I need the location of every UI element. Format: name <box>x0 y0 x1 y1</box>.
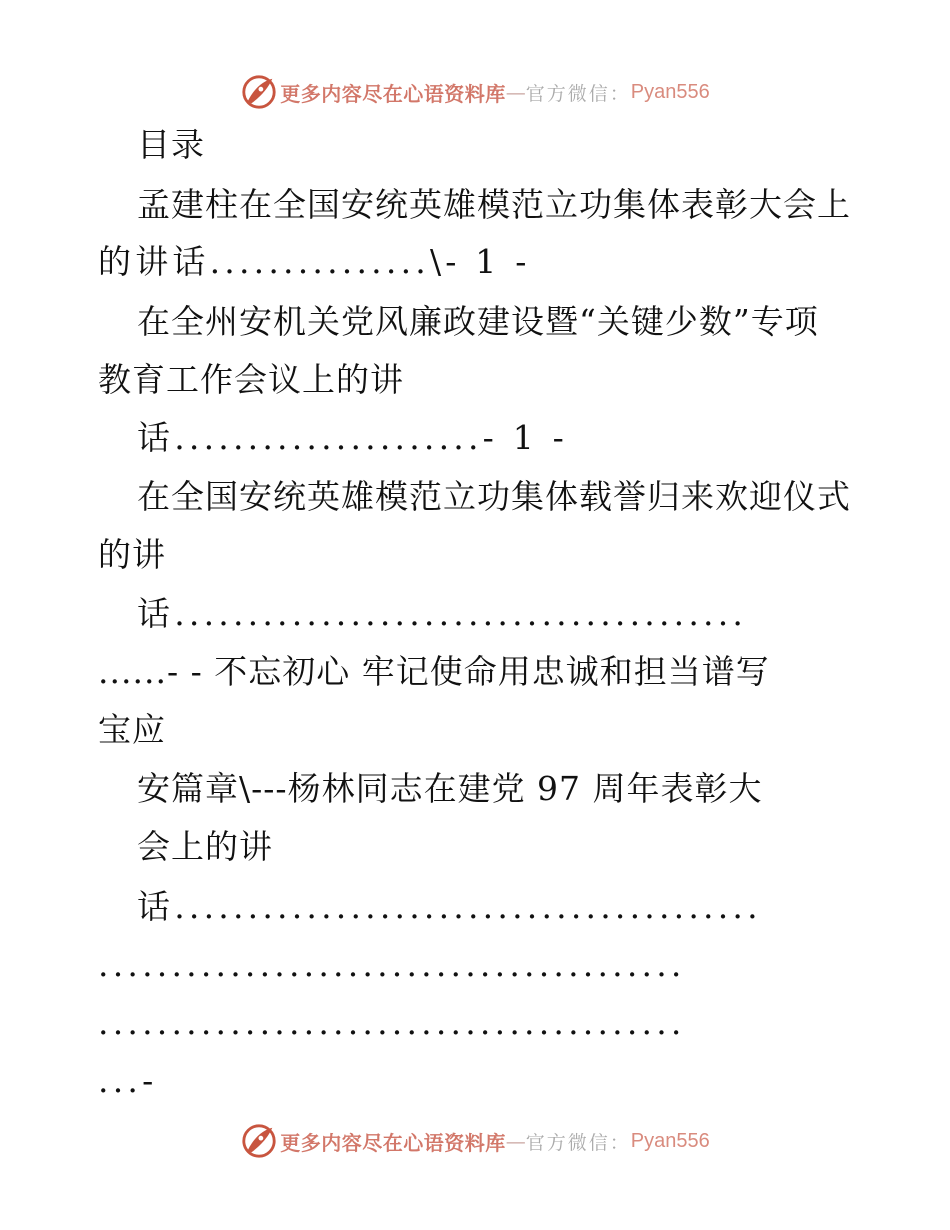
watermark-header <box>0 70 950 114</box>
toc-line: 在全国安统英雄模范立功集体载誉归来欢迎仪式 <box>137 477 851 516</box>
toc-line: ........................................ <box>98 945 686 984</box>
toc-heading: 目录 <box>137 125 205 164</box>
toc-line: 话........................................ <box>137 887 762 926</box>
toc-line: 的讲话...............\- 1 - <box>98 242 531 281</box>
toc-line: ...- <box>98 1061 158 1100</box>
watermark-footer <box>0 1119 950 1163</box>
toc-line: ........................................ <box>98 1003 686 1042</box>
watermark-wechat-id: Pyan556 <box>630 1129 710 1152</box>
toc-line: 话....................................... <box>137 594 748 633</box>
toc-line: 在全州安机关党风廉政建设暨“关键少数”专项 <box>137 302 819 341</box>
pen-nib-logo-icon <box>240 73 278 111</box>
watermark-wechat-id: Pyan556 <box>630 80 710 103</box>
toc-line: 安篇章\---杨林同志在建党 97 周年表彰大 <box>137 769 763 808</box>
watermark-separator: — <box>505 80 526 104</box>
toc-line: 的讲 <box>98 535 166 574</box>
toc-line: 话.....................- 1 - <box>137 418 568 457</box>
watermark-brand: 更多内容尽在心语资料库 <box>280 1130 506 1155</box>
watermark-brand: 更多内容尽在心语资料库 <box>280 81 506 106</box>
watermark-label: 官方微信： <box>525 82 631 105</box>
watermark-label: 官方微信： <box>525 1131 631 1154</box>
toc-line: ......- - 不忘初心 牢记使命用忠诚和担当谱写 <box>98 652 770 691</box>
watermark-separator: — <box>505 1129 526 1153</box>
toc-line: 会上的讲 <box>137 827 273 866</box>
toc-line: 宝应 <box>98 710 166 749</box>
toc-line: 教育工作会议上的讲 <box>98 360 404 399</box>
pen-nib-logo-icon <box>240 1122 278 1160</box>
toc-line: 孟建柱在全国安统英雄模范立功集体表彰大会上 <box>137 185 851 224</box>
